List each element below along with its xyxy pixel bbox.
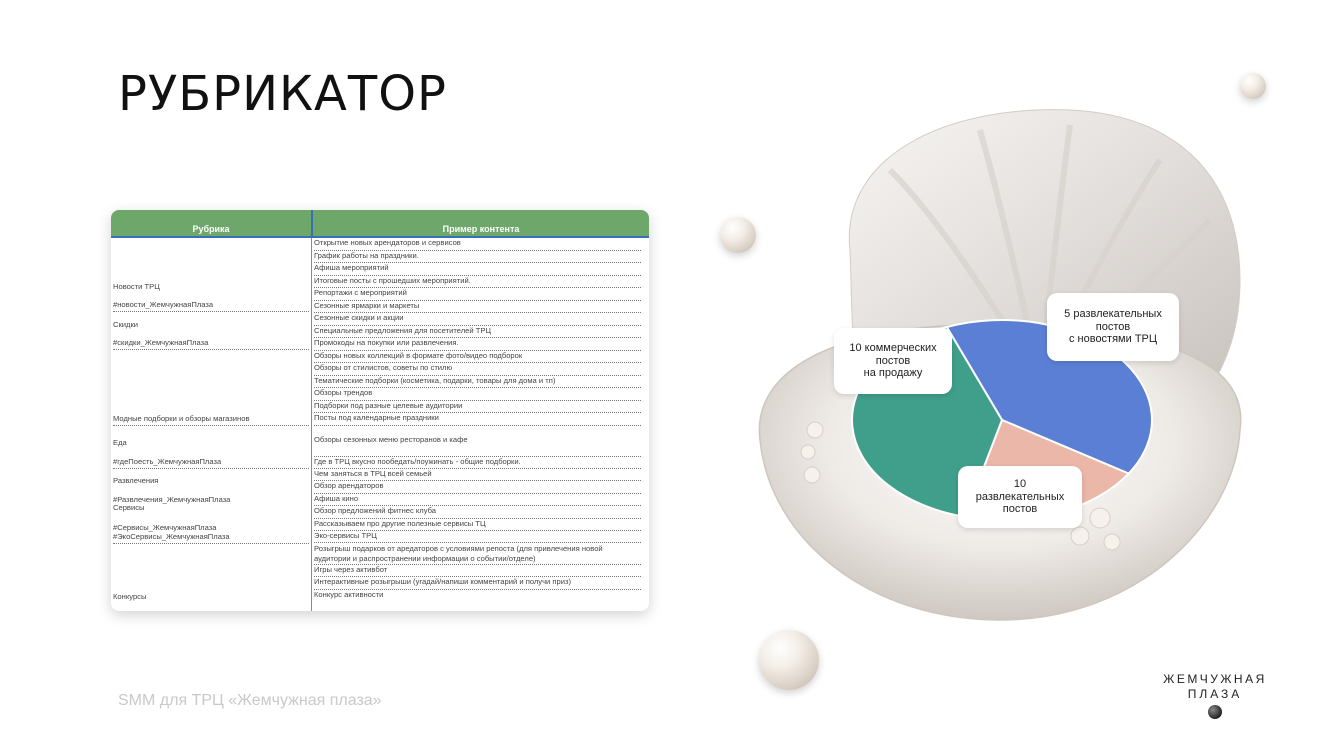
label-entertainment-line3: постов [1002,503,1038,516]
logo-pearl-icon [1208,705,1222,719]
label-news-line3: с новостями ТРЦ [1068,333,1158,346]
table-header [111,210,649,238]
content-row: Промокоды на покупки или развлечения. [314,338,641,351]
content-row: Обзоры новых коллекций в формате фото/видео подборок [314,351,641,363]
rubric-cell: #новости_ЖемчужнаяПлаза [113,300,309,312]
content-row: Итоговые посты с прошедших мероприятий. [314,276,641,288]
label-commercial [834,328,952,394]
content-row: Обзор предложений фитнес клуба [314,506,641,519]
content-row: Игры через активбот [314,565,641,577]
rubric-cell: #гдеПоесть_ЖемчужнаяПлаза [113,457,309,469]
pie-chart-svg [740,100,1260,630]
content-row: Обзор арендаторов [314,481,641,494]
pearl-decoration [1240,73,1266,99]
content-row: Афиша кино [314,494,641,506]
label-commercial-line1: 10 коммерческих [849,342,937,355]
content-row: Сезонные ярмарки и маркеты [314,301,641,313]
label-news [1047,293,1179,361]
label-entertainment-line2: развлекательных [975,490,1065,503]
rubricator-table [111,210,649,611]
rubric-column [111,238,312,611]
content-row: Открытие новых арендаторов и сервисов [314,238,641,251]
content-row: Специальные предложения для посетителей ТРЦ [314,326,641,338]
rubric-cell: Новости ТРЦ [113,282,160,291]
shell-pie-chart [740,100,1260,630]
content-row: Тематические подборки (косметика, подарки, товары для дома и тп) [314,376,641,388]
rubric-cell: #скидки_ЖемчужнаяПлаза [113,338,309,350]
label-entertainment [958,466,1082,528]
content-row: Конкурс активности [314,590,384,599]
label-news-line2: постов [1095,320,1131,333]
content-row: Обзоры трендов [314,388,641,401]
rubric-cell: Развлечения [113,476,159,485]
content-row: Рассказываем про другие полезные сервисы ТЦ [314,519,641,531]
content-row: Розыгрыш подарков от аредаторов с условиями репоста (для привлечения новой аудитории и распространении информации о событии/отделе) [314,543,641,565]
content-row: Обзоры сезонных меню ресторанов и кафе [314,426,641,457]
label-commercial-line2: постов [875,354,911,367]
footer-caption: SMM для ТРЦ «Жемчужная плаза» [118,692,382,709]
page-title: РУБРИКАТОР [118,66,447,122]
rubric-cell: Сервисы [113,503,145,512]
content-row: Посты под календарные праздники [314,413,641,426]
content-row: График работы на праздники. [314,251,641,263]
rubric-cell: #Сервисы_ЖемчужнаяПлаза [113,523,217,532]
content-row: Сезонные скидки и акции [314,313,641,326]
rubric-cell: Модные подборки и обзоры магазинов [113,414,309,426]
pearl-decoration [759,630,819,690]
brand-logo [1162,672,1268,719]
content-row: Где в ТРЦ вкусно пообедать/поужинать - общие подборки. [314,457,641,469]
label-entertainment-line1: 10 [1013,478,1027,491]
label-news-line1: 5 развлекательных [1064,308,1162,321]
label-commercial-line3: на продажу [863,367,923,380]
header-rubric: Рубрика [111,210,313,236]
content-row: Интерактивные розыгрыши (угадай/напиши комментарий и получи приз) [314,577,641,590]
rubric-cell: Конкурсы [113,592,147,601]
content-row: Репортажи с мероприятий [314,288,641,301]
logo-line2: ПЛАЗА [1187,687,1243,701]
logo-line1: ЖЕМЧУЖНАЯ [1163,672,1267,686]
header-content-example: Пример контента [442,224,520,234]
rubric-cell: Еда [113,438,127,447]
rubric-cell: #ЭкоСервисы_ЖемчужнаяПлаза [113,532,309,544]
rubric-cell: #Развлечения_ЖемчужнаяПлаза [113,495,231,504]
content-row: Обзоры от стилистов, советы по стилю [314,363,641,376]
content-row: Подборки под разные целевые аудитории [314,401,641,413]
rubric-cell: Скидки [113,320,139,329]
content-row: Чем заняться в ТРЦ всей семьей [314,469,641,481]
content-row: Эко-сервисы ТРЦ [314,531,641,543]
content-row: Афиша мероприятий [314,263,641,276]
